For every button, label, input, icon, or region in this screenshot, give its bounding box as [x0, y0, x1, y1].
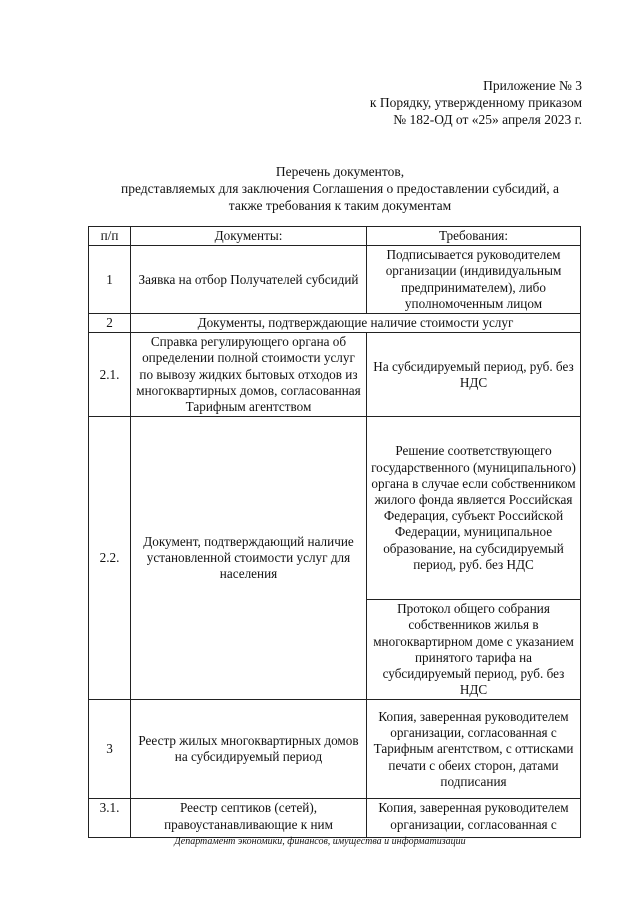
row-num: 3.1.: [89, 799, 131, 838]
row-requirement-alt: Протокол общего собрания собственников жилья в многоквартирном доме с указанием принятого тарифа на субсидируемый период, руб. без НДС: [367, 600, 581, 700]
row-requirement: Копия, заверенная руководителем организации, согласованная с: [367, 799, 581, 838]
row-num: 2.2.: [89, 417, 131, 700]
documents-table: [88, 226, 581, 838]
row-num: 1: [89, 246, 131, 314]
row-document: Заявка на отбор Получателей субсидий: [131, 246, 367, 314]
appendix-order-ref: к Порядку, утвержденному приказом: [369, 95, 582, 110]
table-row: [89, 700, 581, 799]
title-line-3: также требования к таким документам: [228, 198, 452, 213]
row-requirement: Решение соответствующего государственного (муниципального) органа в случае если собственником жилого фонда является Российская Федерация, субъект Российской Федерации, муниципальное образование, на субсидируемый период, руб. без НДС: [367, 417, 581, 600]
appendix-order-date: № 182-ОД от «25» апреля 2023 г.: [393, 112, 582, 127]
row-document: Справка регулирующего органа об определении полной стоимости услуг по вывозу жидких бытовых отходов из многоквартирных домов, согласованная Тарифным агентством: [131, 333, 367, 417]
table-row: [89, 799, 581, 838]
table-header-row: [89, 227, 581, 246]
row-requirement: На субсидируемый период, руб. без НДС: [367, 333, 581, 417]
title-line-2: представляемых для заключения Соглашения о предоставлении субсидий, а: [121, 181, 559, 196]
row-num: 2: [89, 314, 131, 333]
row-requirement: Копия, заверенная руководителем организации, согласованная с Тарифным агентством, с оттисками печати с обеих сторон, датами подписания: [367, 700, 581, 799]
row-num: 3: [89, 700, 131, 799]
page-footer: Департамент экономики, финансов, имущества и информатизации: [174, 836, 466, 847]
row-document: Реестр жилых многоквартирных домов на субсидируемый период: [131, 700, 367, 799]
table-row: [89, 246, 581, 314]
table-row: [89, 417, 581, 600]
appendix-header: [370, 77, 582, 128]
row-document: Документ, подтверждающий наличие установленной стоимости услуг для населения: [131, 417, 367, 700]
header-documents: Документы:: [131, 227, 367, 246]
title-line-1: Перечень документов,: [275, 164, 405, 179]
row-section-title: Документы, подтверждающие наличие стоимости услуг: [131, 314, 581, 333]
table-row: [89, 333, 581, 417]
row-requirement: Подписывается руководителем организации (индивидуальным предпринимателем), либо уполномоченным лицом: [367, 246, 581, 314]
appendix-number: Приложение № 3: [483, 78, 582, 93]
table-row: [89, 314, 581, 333]
header-num: п/п: [89, 227, 131, 246]
header-requirements: Требования:: [367, 227, 581, 246]
row-num: 2.1.: [89, 333, 131, 417]
document-title: [80, 163, 600, 214]
row-document: Реестр септиков (сетей), правоустанавливающие к ним: [131, 799, 367, 838]
